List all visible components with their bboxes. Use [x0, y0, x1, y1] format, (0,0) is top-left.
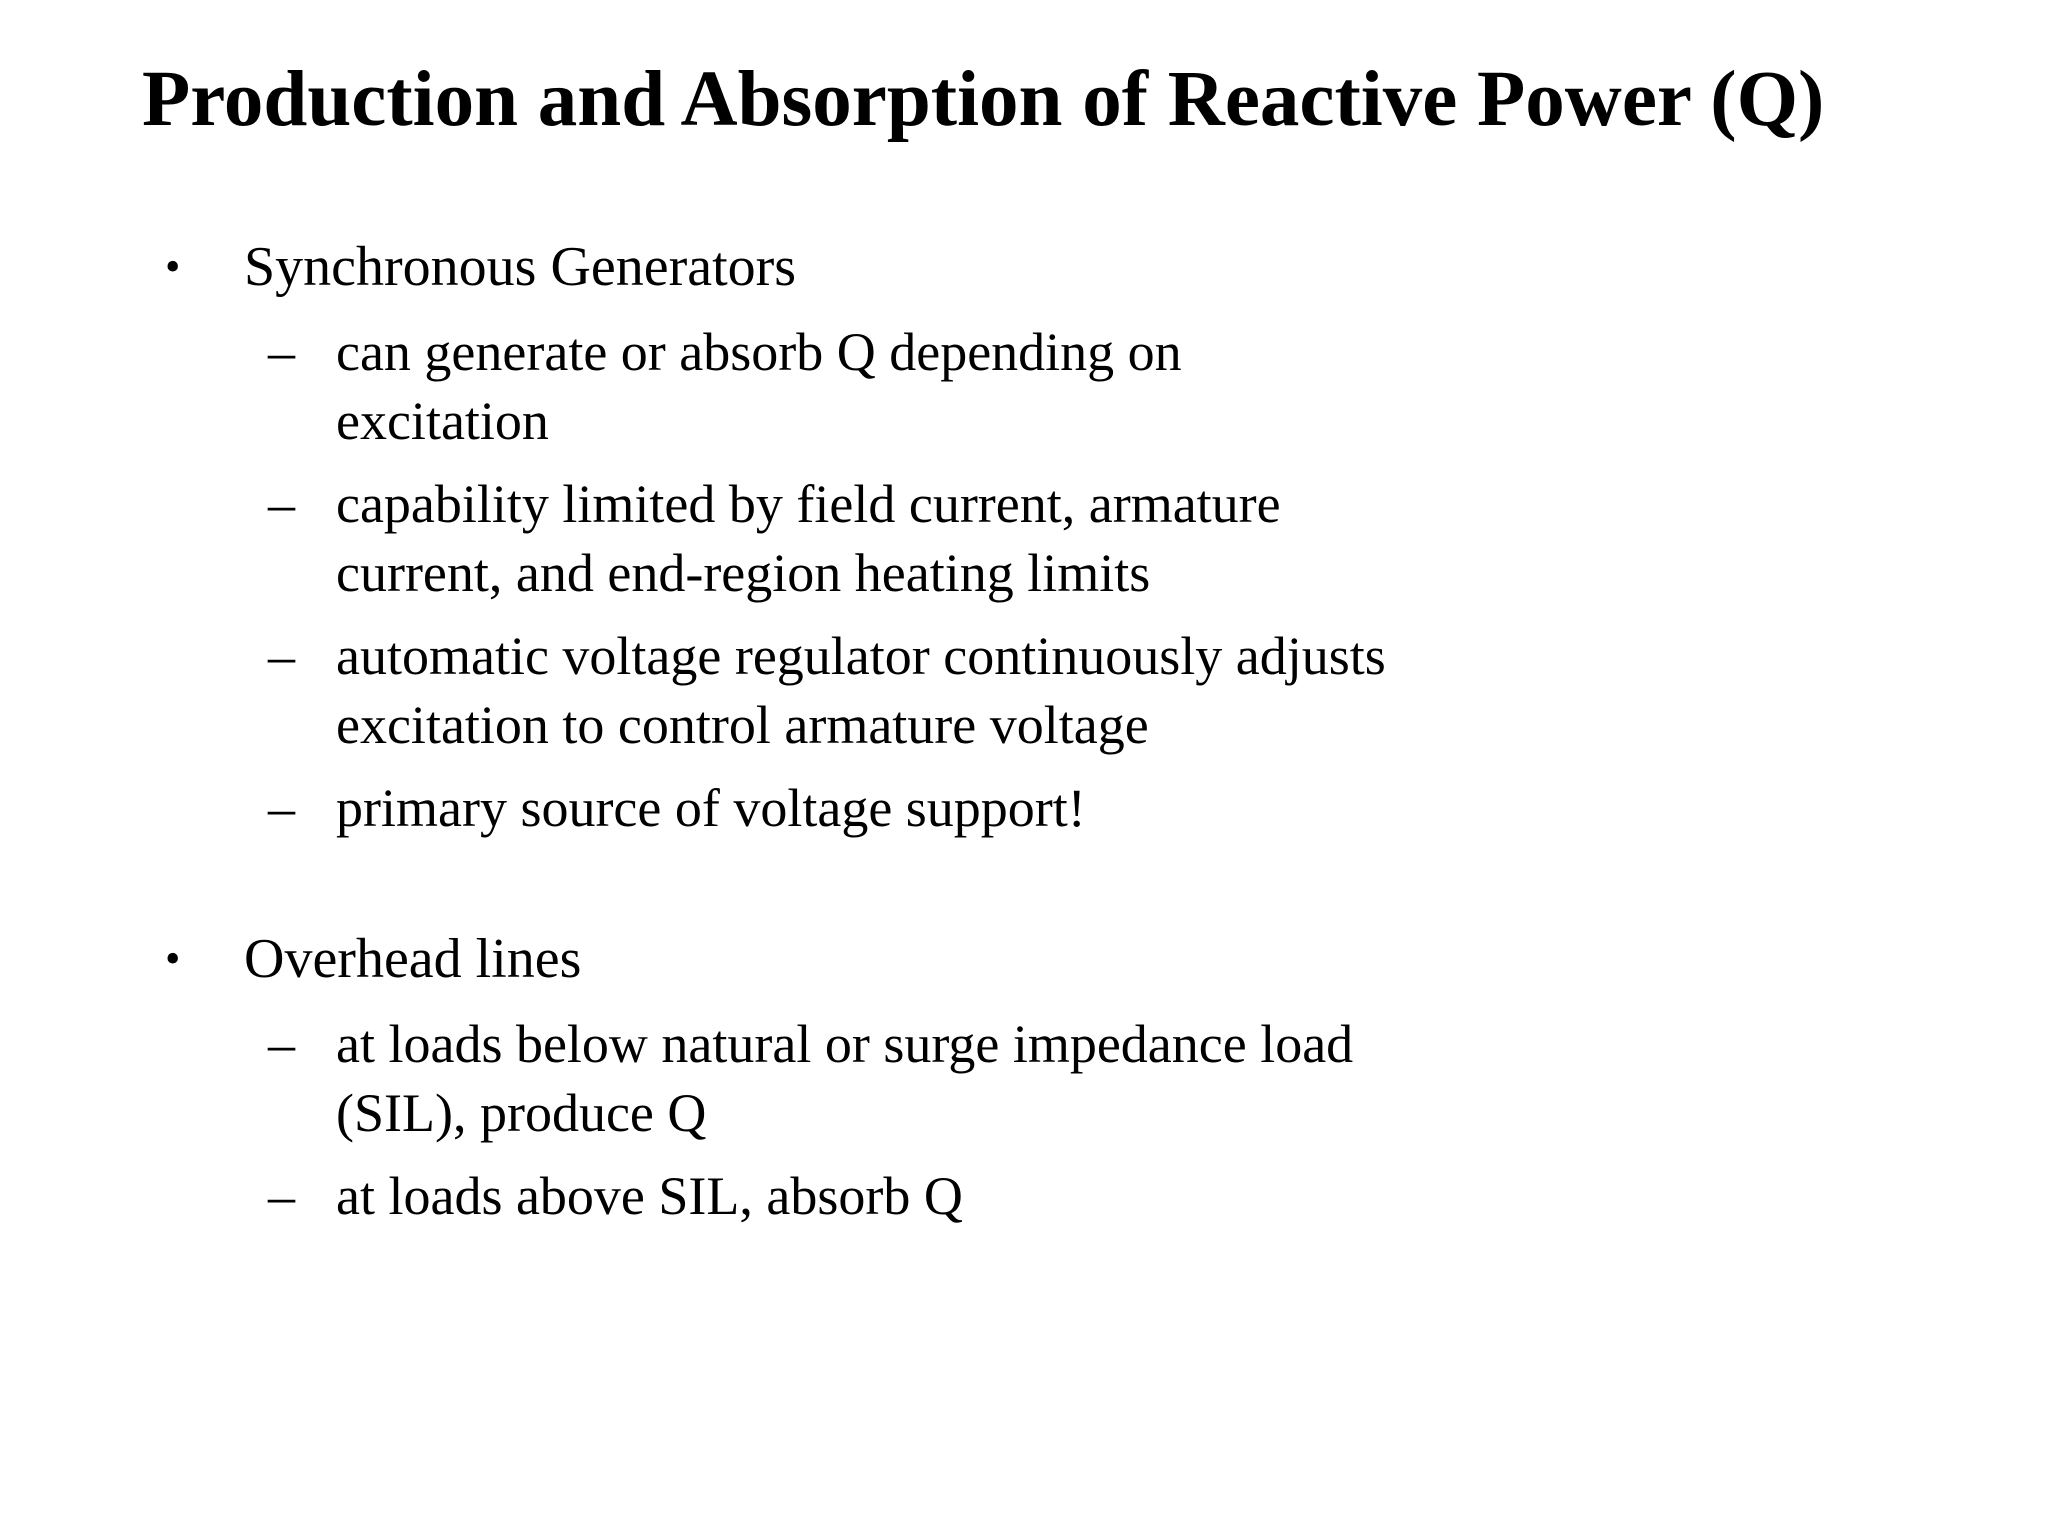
dash-icon: – [268, 322, 295, 382]
bullet-icon: • [165, 242, 181, 291]
list-item-text: can generate or absorb Q depending on excitation [336, 322, 1182, 451]
dash-icon: – [268, 778, 295, 838]
list-item-text: at loads above SIL, absorb Q [336, 1166, 963, 1226]
dash-icon: – [268, 1166, 295, 1226]
list-item-text: at loads below natural or surge impedance load (SIL), produce Q [336, 1014, 1354, 1143]
slide-title: Production and Absorption of Reactive Power (Q) [142, 56, 1825, 143]
dash-icon: – [268, 1014, 295, 1074]
section-heading: Overhead lines [244, 928, 582, 990]
list-item-text: capability limited by field current, armature current, and end-region heating limits [336, 474, 1281, 603]
dash-icon: – [268, 474, 295, 534]
section-heading: Synchronous Generators [244, 236, 797, 298]
dash-icon: – [268, 626, 295, 686]
list-item-text: primary source of voltage support! [336, 778, 1086, 838]
list-item-text: automatic voltage regulator continuously adjusts excitation to control armature voltage [336, 626, 1386, 755]
bullet-icon: • [165, 934, 181, 983]
